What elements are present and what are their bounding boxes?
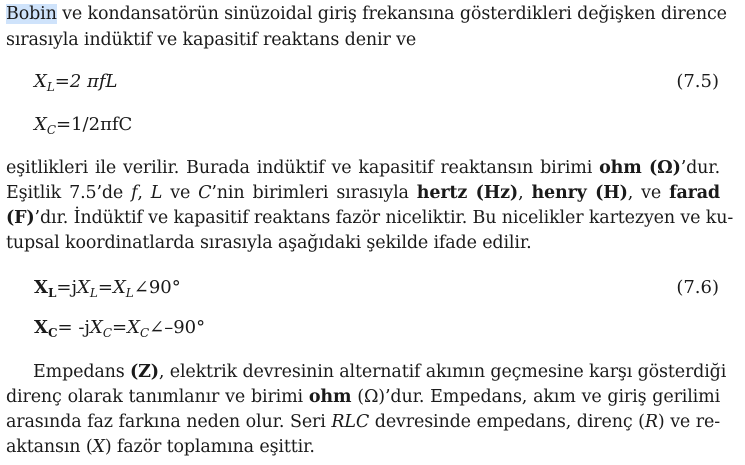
paragraph-2-line-2: Eşitlik 7.5’de f, L ve C’nin birimleri sırasıyla hertz (Hz), henry (H), ve farad bbox=[6, 183, 720, 203]
paragraph-2-line-1: eşitlikleri ile verilir. Burada indüktif ve kapasitif reaktansın birimi ohm (Ω)’dur. bbox=[6, 158, 721, 178]
equation-xc-phasor: $X_C=$ $-jX_C=X_C\angle-90^\circ$ bbox=[34, 317, 206, 340]
paragraph-3-line-4: aktansın (X) fazör toplamına eşittir. bbox=[6, 437, 315, 457]
paragraph-1-line-1: Bobin ve kondansatörün sinüzoidal giriş frekansına gösterdikleri değişken dirence bbox=[6, 4, 727, 24]
paragraph-3-line-1: Empedans (Z), elektrik devresinin alternatif akımın geçmesine karşı gösterdiği bbox=[33, 362, 727, 382]
paragraph-3-line-3: arasında faz farkına neden olur. Seri RLC devresinde empedans, direnç (R) ve re- bbox=[6, 412, 720, 432]
equation-xl-phasor: $X_L=jX_L=X_L\angle 90^\circ$ bbox=[34, 277, 181, 300]
equation-xl: $X_L=2$ πfL bbox=[34, 71, 118, 94]
paragraph-1-line-2: sırasıyla indüktif ve kapasitif reaktans denir ve bbox=[6, 30, 417, 50]
selected-word[interactable]: Bobin bbox=[6, 4, 57, 24]
equation-xc: $X_C=1/2\pi fC$ bbox=[34, 114, 133, 137]
equation-number-7-6: (7.6) bbox=[676, 277, 719, 298]
paragraph-3-line-2: direnç olarak tanımlanır ve birimi ohm (Ω)’dur. Empedans, akım ve giriş gerilimi bbox=[6, 387, 721, 407]
paragraph-2-line-4: tupsal koordinatlarda sırasıyla aşağıdaki şekilde ifade edilir. bbox=[6, 233, 532, 253]
paragraph-2-line-3: (F)’dır. İndüktif ve kapasitif reaktans fazör niceliktir. Bu nicelikler kartezyen ve ku- bbox=[6, 208, 734, 228]
equation-number-7-5: (7.5) bbox=[676, 71, 719, 92]
